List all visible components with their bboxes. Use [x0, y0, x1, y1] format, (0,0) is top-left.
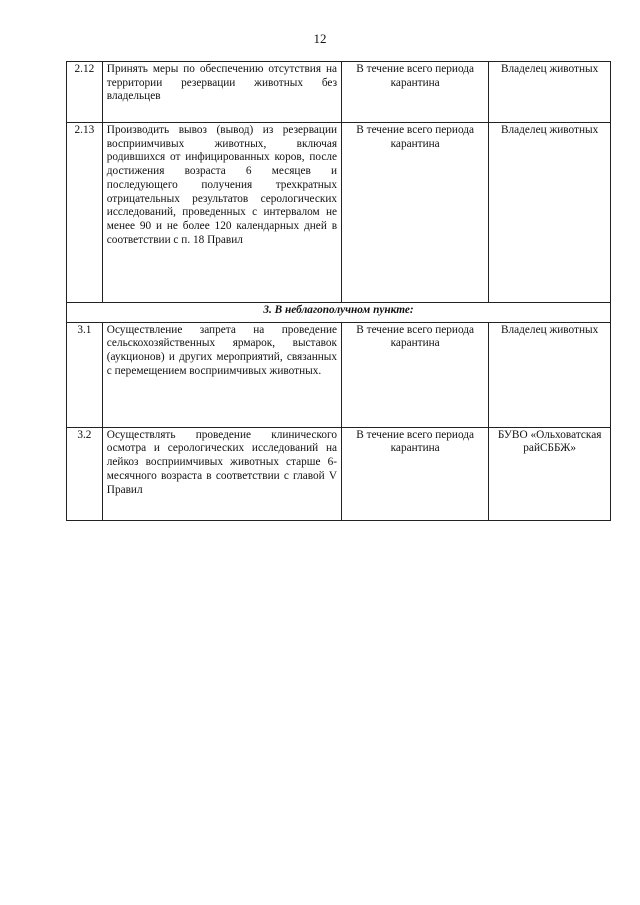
responsible-text: БУВО «Ольховатская райСББЖ» — [489, 427, 611, 520]
measure-text: Принять меры по обеспечению отсутствия на территории резервации животных без владельцев — [102, 62, 341, 123]
section-row — [67, 303, 611, 323]
responsible-text: Владелец животных — [489, 322, 611, 427]
term-text: В течение всего периода карантина — [342, 62, 489, 123]
measures-table — [66, 61, 611, 521]
section-title: 3. В неблагополучном пункте: — [67, 303, 611, 323]
measure-text: Осуществление запрета на проведение сельскохозяйственных ярмарок, выставок (аукционов) и других мероприятий, связанных с перемещением восприимчивых животных. — [102, 322, 341, 427]
row-number: 2.12 — [67, 62, 103, 123]
table-row — [67, 322, 611, 427]
responsible-text: Владелец животных — [489, 123, 611, 303]
row-number: 2.13 — [67, 123, 103, 303]
row-number: 3.1 — [67, 322, 103, 427]
term-text: В течение всего периода карантина — [342, 427, 489, 520]
row-number: 3.2 — [67, 427, 103, 520]
term-text: В течение всего периода карантина — [342, 123, 489, 303]
table-row — [67, 62, 611, 123]
measure-text: Производить вывоз (вывод) из резервации восприимчивых животных, включая родившихся от инфицированных коров, после достижения возраста 6 месяцев и последующего получения трехкратных отрицательных результатов серологических исследований, проведенных с интервалом не менее 90 и не более 120 календарных дней в соответствии с п. 18 Правил — [102, 123, 341, 303]
page-number: 12 — [313, 31, 327, 46]
measure-text: Осуществлять проведение клинического осмотра и серологических исследований на лейкоз восприимчивых животных старше 6-месячного возраста в соответствии с главой V Правил — [102, 427, 341, 520]
table-row — [67, 427, 611, 520]
responsible-text: Владелец животных — [489, 62, 611, 123]
term-text: В течение всего периода карантина — [342, 322, 489, 427]
table-row — [67, 123, 611, 303]
